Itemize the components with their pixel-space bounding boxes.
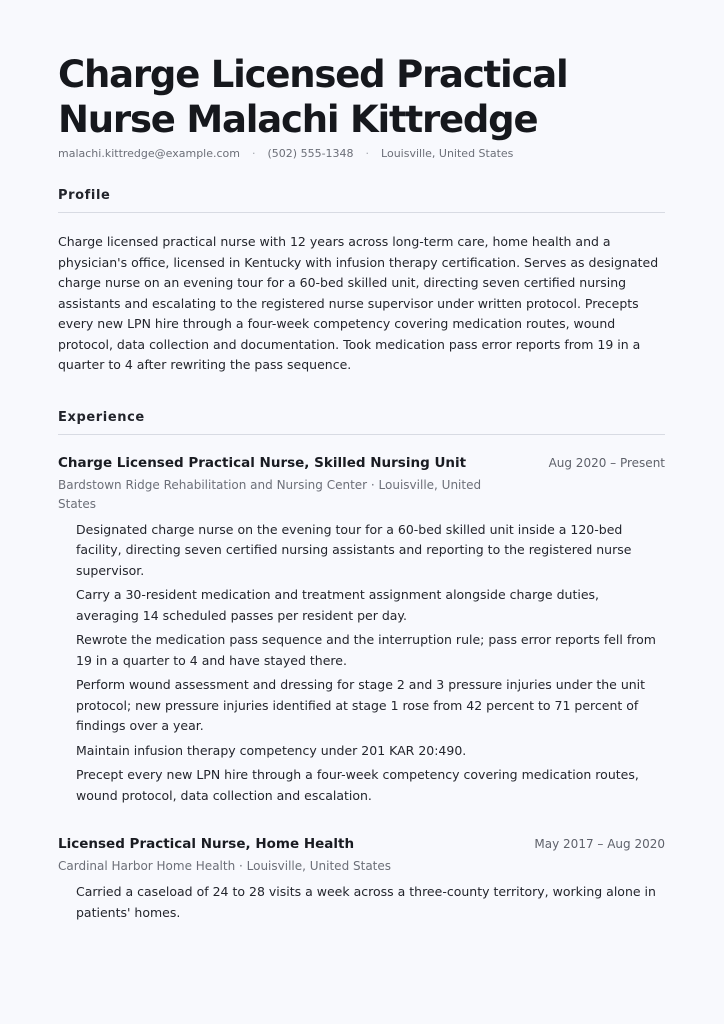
phone-number: (502) 555-1348	[267, 147, 354, 160]
job-entry	[58, 836, 665, 923]
job-dates: Aug 2020 – Present	[548, 455, 665, 470]
contact-separator: ·	[252, 147, 256, 160]
job-bullet: Carried a caseload of 24 to 28 visits a week across a three-county territory, working alone in patients' homes.	[76, 884, 656, 920]
profile-section	[58, 188, 665, 376]
job-employer: Cardinal Harbor Home Health · Louisville, United States	[58, 859, 392, 873]
job-bullet: Designated charge nurse on the evening tour for a 60-bed skilled unit inside a 120-bed facility, directing seven certified nursing assistants and reporting to the registered nurse supervisor.	[76, 521, 632, 578]
resume-header	[58, 52, 665, 160]
contact-line	[58, 147, 665, 160]
job-bullets	[58, 520, 665, 807]
job-bullet: Precept every new LPN hire through a four-week competency covering medication routes, wound protocol, data collection and escalation.	[76, 767, 639, 803]
email-link[interactable]: malachi.kittredge@example.com	[58, 147, 240, 160]
job-header	[58, 455, 665, 471]
job-dates: May 2017 – Aug 2020	[534, 837, 665, 851]
candidate-name: Charge Licensed Practical Nurse Malachi Kittredge	[58, 53, 568, 141]
experience-section	[58, 410, 665, 924]
experience-heading: Experience	[58, 410, 665, 435]
job-bullet: Perform wound assessment and dressing for stage 2 and 3 pressure injuries under the unit protocol; new pressure injuries identified at stage 1 rose from 42 percent to 71 percent of findings over a year.	[76, 677, 646, 733]
profile-summary: Charge licensed practical nurse with 12 years across long-term care, home health and a physician's office, licensed in Kentucky with infusion therapy certification. Serves as designated charge nurse on an evening tour for a 60-bed skilled unit, directing seven certified nursing assistants and escalating to the registered nurse supervisor under written protocol. Precepts every new LPN hire through a four-week competency covering medication routes, wound protocol, data collection and documentation. Took medication pass error reports from 19 in a quarter to 4 after rewriting the pass sequence.	[58, 234, 659, 372]
location: Louisville, United States	[381, 147, 514, 160]
job-header	[58, 836, 665, 852]
resume-page	[58, 52, 665, 927]
job-bullet: Rewrote the medication pass sequence and the interruption rule; pass error reports fell from 19 in a quarter to 4 and have stayed there.	[76, 632, 656, 668]
job-title: Licensed Practical Nurse, Home Health	[58, 836, 355, 852]
profile-heading: Profile	[58, 188, 665, 213]
job-entry	[58, 455, 665, 807]
job-title: Charge Licensed Practical Nurse, Skilled Nursing Unit	[58, 454, 467, 471]
job-employer: Bardstown Ridge Rehabilitation and Nursing Center · Louisville, United States	[58, 477, 482, 511]
job-bullet: Maintain infusion therapy competency under 201 KAR 20:490.	[76, 742, 467, 758]
job-bullets	[58, 882, 665, 923]
job-bullet: Carry a 30-resident medication and treatment assignment alongside charge duties, averaging 14 scheduled passes per resident per day.	[76, 587, 600, 623]
contact-separator: ·	[365, 147, 370, 160]
